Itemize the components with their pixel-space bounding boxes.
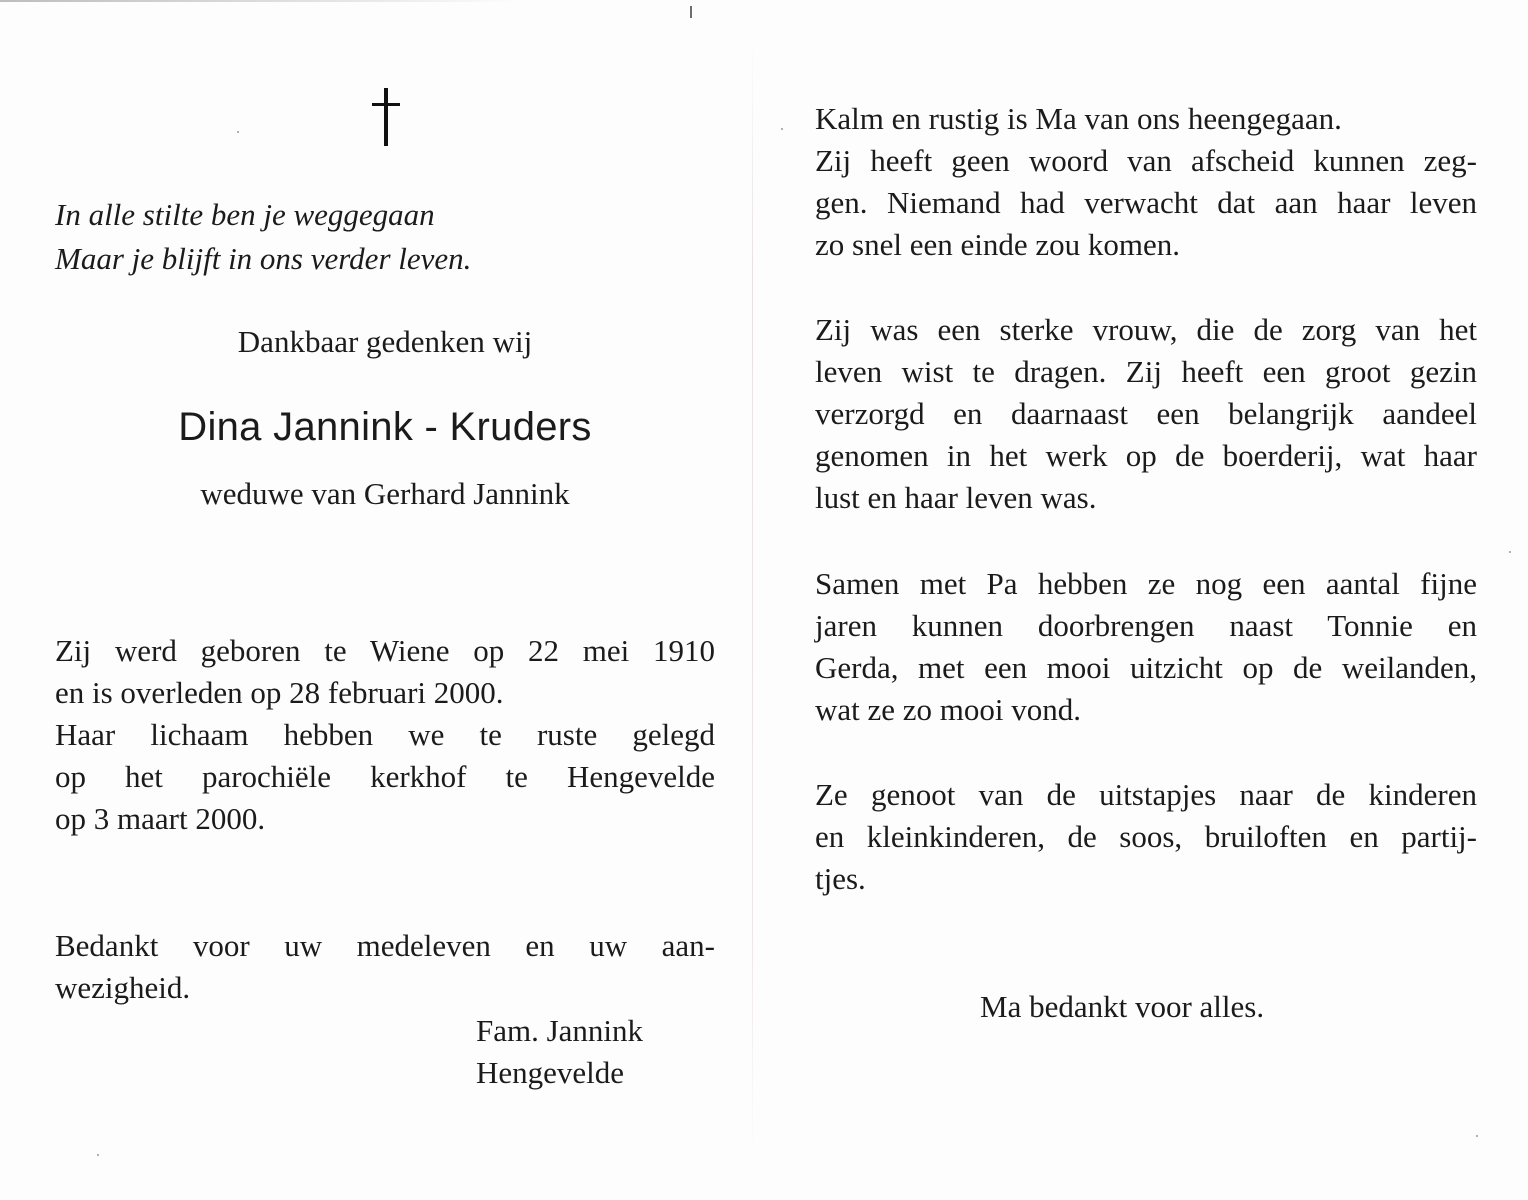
intro-line: Dankbaar gedenken wij	[237, 324, 533, 359]
paragraph-line: lust en haar leven was.	[815, 480, 1097, 515]
thanks-line: Bedankt voor uw medeleven en uw aan-	[55, 928, 715, 963]
life-line: en is overleden op 28 februari 2000.	[55, 675, 504, 710]
paragraph-line: verzorgd en daarnaast een belangrijk aandeel	[815, 396, 1477, 431]
paragraph-line: zo snel een einde zou komen.	[815, 227, 1180, 262]
life-line: op 3 maart 2000.	[55, 801, 266, 836]
family-signature	[476, 1010, 643, 1094]
paragraph-line: Ze genoot van de uitstapjes naar de kinderen	[815, 777, 1477, 812]
paragraph-line: Kalm en rustig is Ma van ons heengegaan.	[815, 101, 1342, 136]
life-details	[55, 630, 715, 840]
paragraph-line: Zij was een sterke vrouw, die de zorg van het	[815, 312, 1477, 347]
deceased-name: Dina Jannink - Kruders	[178, 405, 592, 449]
paper-speck	[1509, 551, 1511, 553]
fold-mark	[690, 6, 692, 18]
paragraph-1	[815, 98, 1477, 266]
paragraph-line: Zij heeft geen woord van afscheid kunnen zeg-	[815, 143, 1477, 178]
paragraph-line: tjes.	[815, 861, 866, 896]
paragraph-line: en kleinkinderen, de soos, bruiloften en partij-	[815, 819, 1477, 854]
paper-speck	[97, 1154, 99, 1156]
life-line: Haar lichaam hebben we te ruste gelegd	[55, 717, 715, 752]
poem-line: Maar je blijft in ons verder leven.	[55, 241, 472, 276]
life-line: op het parochiële kerkhof te Hengevelde	[55, 759, 715, 794]
card-top-edge	[0, 0, 520, 2]
paragraph-2	[815, 309, 1477, 519]
paragraph-line: Samen met Pa hebben ze nog een aantal fijne	[815, 566, 1477, 601]
signature-line: Hengevelde	[476, 1055, 625, 1090]
paragraph-line: genomen in het werk op de boerderij, wat haar	[815, 438, 1477, 473]
paragraph-4	[815, 774, 1477, 900]
poem-line: In alle stilte ben je weggegaan	[55, 197, 435, 232]
paragraph-line: Gerda, met een mooi uitzicht op de weilanden,	[815, 650, 1477, 685]
paragraph-line: leven wist te dragen. Zij heeft een groot gezin	[815, 354, 1477, 389]
paper-speck	[237, 131, 239, 133]
paragraph-line: gen. Niemand had verwacht dat aan haar leven	[815, 185, 1477, 220]
paragraph-3	[815, 563, 1477, 731]
signature-line: Fam. Jannink	[476, 1013, 644, 1048]
poem-verse	[55, 193, 471, 281]
widow-of-line: weduwe van Gerhard Jannink	[200, 476, 570, 511]
life-line: Zij werd geboren te Wiene op 22 mei 1910	[55, 633, 715, 668]
paragraph-line: jaren kunnen doorbrengen naast Tonnie en	[815, 608, 1477, 643]
paragraph-line: wat ze zo mooi vond.	[815, 692, 1082, 727]
latin-cross-icon	[372, 88, 400, 146]
closing-line: Ma bedankt voor alles.	[980, 989, 1265, 1024]
paper-speck	[781, 128, 783, 130]
thanks-text	[55, 925, 715, 1009]
thanks-line: wezigheid.	[55, 970, 191, 1005]
paper-speck	[1476, 1135, 1478, 1137]
center-fold	[752, 40, 753, 1160]
